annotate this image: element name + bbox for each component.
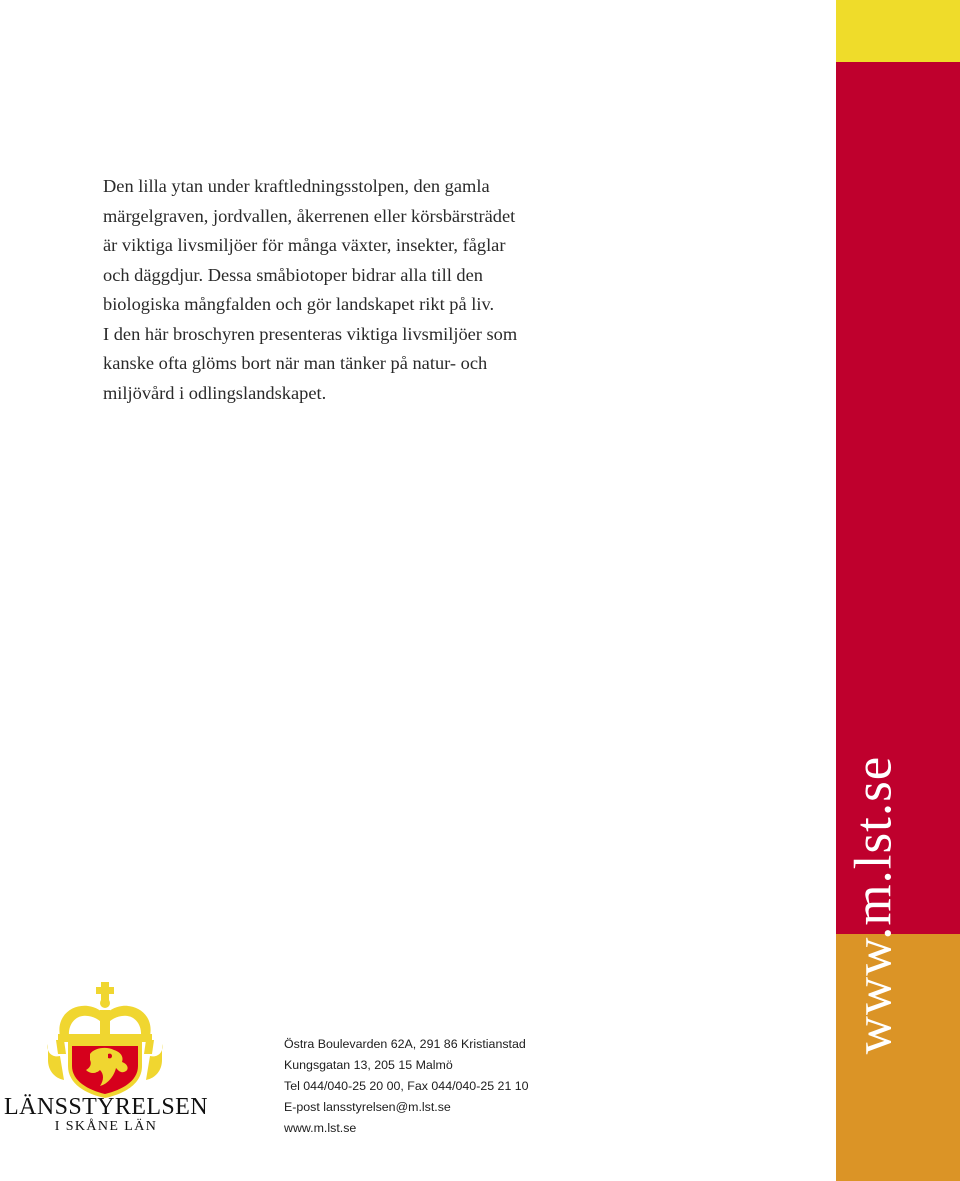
organization-subtitle: I SKÅNE LÄN xyxy=(54,1119,158,1134)
intro-line: biologiska mångfalden och gör landskapet rikt på liv. xyxy=(103,294,495,314)
phone-fax: Tel 044/040-25 20 00, Fax 044/040-25 21 10 xyxy=(284,1079,529,1093)
intro-paragraph xyxy=(103,172,573,408)
website-link[interactable]: www.m.lst.se xyxy=(284,1121,357,1135)
organization-name: LÄNSSTYRELSEN xyxy=(4,1094,208,1120)
contact-address-block xyxy=(284,1034,584,1139)
address-kristianstad: Östra Boulevarden 62A, 291 86 Kristianstad xyxy=(284,1037,526,1051)
intro-line: kanske ofta glöms bort när man tänker på natur- och xyxy=(103,353,488,373)
yellow-band xyxy=(836,0,960,62)
intro-line: märgelgraven, jordvallen, åkerrenen eller körsbärsträdet xyxy=(103,205,516,226)
address-malmo: Kungsgatan 13, 205 15 Malmö xyxy=(284,1058,453,1072)
email-link[interactable]: E-post lansstyrelsen@m.lst.se xyxy=(284,1100,451,1114)
lansstyrelsen-logo xyxy=(0,980,215,1140)
intro-line: är viktiga livsmiljöer för många växter, insekter, fåglar xyxy=(103,235,506,255)
intro-line: miljövård i odlingslandskapet. xyxy=(103,382,327,403)
intro-line: I den här broschyren presenteras viktiga livsmiljöer som xyxy=(103,323,518,344)
crowned-griffin-crest-icon xyxy=(44,980,166,1098)
intro-line: Den lilla ytan under kraftledningsstolpen, den gamla xyxy=(103,176,490,196)
vertical-website-url[interactable]: www.m.lst.se xyxy=(844,755,903,1055)
intro-line: och däggdjur. Dessa småbiotoper bidrar alla till den xyxy=(103,264,483,285)
